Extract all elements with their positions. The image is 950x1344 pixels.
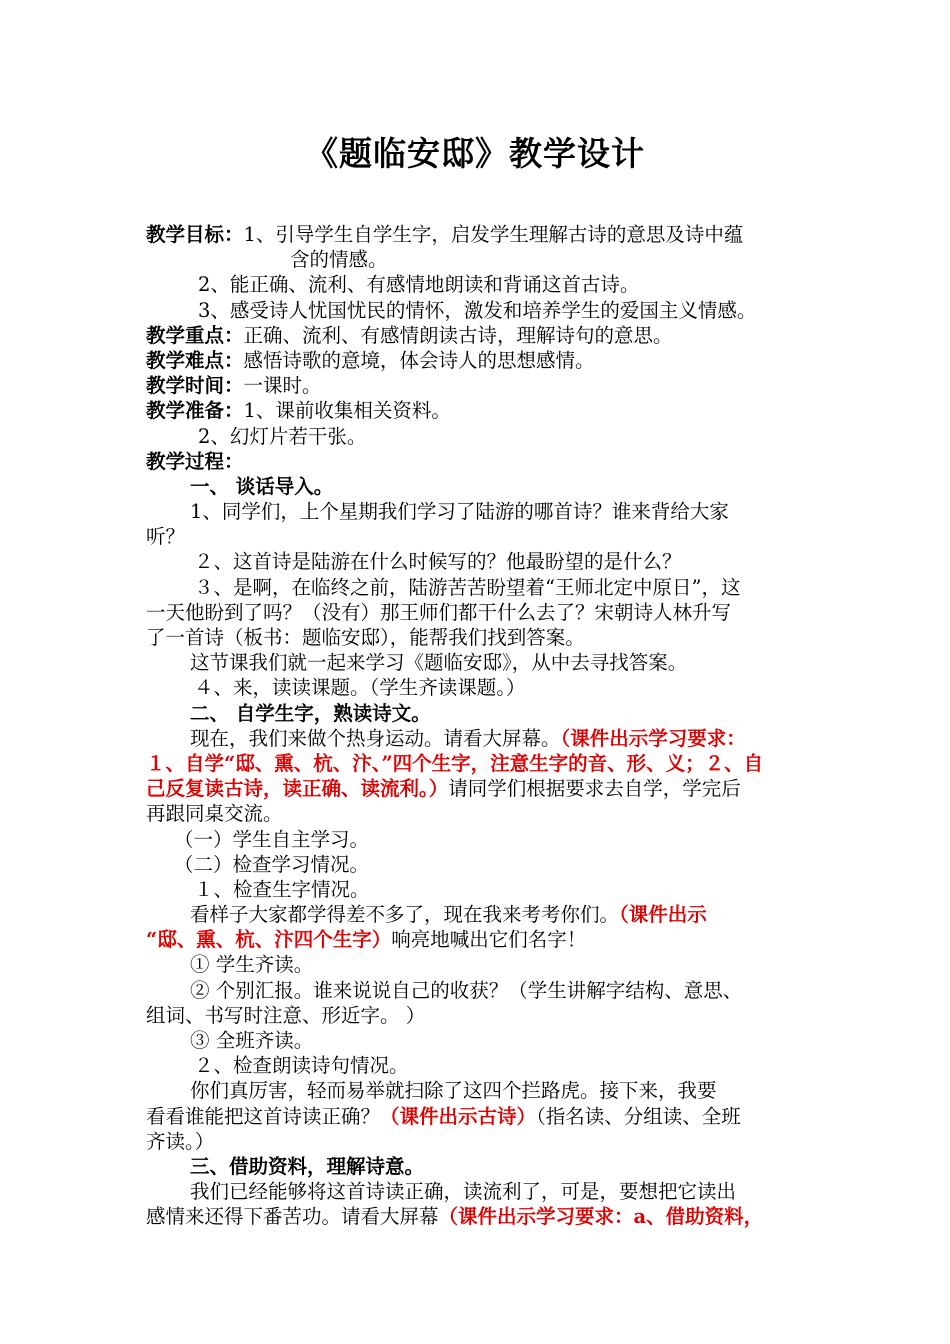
text-line [146, 247, 826, 272]
text-run: 看看谁能把这首诗读正确？ [146, 1104, 381, 1128]
text-run: ２、这首诗是陆游在什么时候写的？他最盼望的是什么？ [194, 550, 682, 574]
text-line [146, 373, 826, 398]
bold-label: 二、 自学生字，熟读诗文。 [190, 701, 431, 725]
text-line [146, 952, 826, 977]
text-line [146, 272, 826, 297]
text-run: 一课时。 [243, 374, 322, 398]
text-line [146, 902, 826, 927]
text-line [146, 675, 826, 700]
text-line [146, 801, 826, 826]
text-line [146, 1028, 826, 1053]
text-run: 了一首诗（板书：题临安邸），能帮我们找到答案。 [146, 626, 585, 649]
highlight-text: 己反复读古诗，读正确、读流利。） [146, 777, 449, 801]
text-run: 2、幻灯片若干张。 [198, 424, 367, 448]
text-line [146, 222, 826, 247]
text-run: ４、来，读读课题。（学生齐读课题。） [194, 676, 526, 700]
text-run: ② 个别汇报。谁来说说自己的收获？（学生讲解字结构、意思、 [190, 978, 743, 1002]
text-line [146, 701, 826, 726]
text-line [146, 1129, 826, 1154]
text-run: 组词、书写时注意、形近字。 ） [146, 1003, 426, 1027]
bold-label: 教学重点： [146, 323, 244, 347]
text-run: 请同学们根据要求去自学，学完后 [448, 777, 741, 801]
text-run: 现在，我们来做个热身运动。请看大屏幕。 [190, 726, 561, 750]
text-run: （二）检查学习情况。 [174, 852, 370, 876]
text-line [146, 398, 826, 423]
text-run: ２、检查朗读诗句情况。 [194, 1054, 409, 1078]
text-run: 1、课前收集相关资料。 [243, 399, 451, 423]
highlight-text: （课件出示 [619, 903, 707, 927]
text-line [146, 298, 826, 323]
highlight-text: １、自学“邸、熏、杭、汴、”四个生字，注意生字的音、形、义；２、自 [146, 751, 764, 775]
text-run: 响亮地喊出它们名字！ [391, 928, 587, 952]
text-line [146, 726, 826, 751]
text-line [146, 348, 826, 373]
text-run: 2、能正确、流利、有感情地朗读和背诵这首古诗。 [198, 273, 640, 297]
text-line [146, 600, 826, 625]
text-run: 1、引导学生自学生字，启发学生理解古诗的意思及诗中蕴 [243, 223, 744, 246]
text-line [146, 650, 826, 675]
text-run: 你们真厉害，轻而易举就扫除了这四个拦路虎。接下来，我要 [190, 1079, 717, 1103]
text-line [146, 927, 826, 952]
text-line [146, 827, 826, 852]
bold-label: 教学过程： [146, 449, 244, 473]
text-run: １、检查生字情况。 [194, 877, 370, 901]
text-run: 正确、流利、有感情朗读古诗，理解诗句的意思。 [243, 323, 673, 347]
text-line [146, 424, 826, 449]
bold-label: 教学难点： [146, 348, 244, 372]
text-line [146, 978, 826, 1003]
text-line [146, 852, 826, 877]
text-run: 这节课我们就一起来学习《题临安邸》，从中去寻找答案。 [190, 651, 688, 675]
text-line [146, 877, 826, 902]
bold-label: 教学准备： [146, 399, 244, 423]
text-run: 再跟同桌交流。 [146, 802, 283, 826]
text-run: 听？ [146, 525, 186, 549]
document-title: 《题临安邸》教学设计 [305, 134, 645, 173]
bold-label: 教学时间： [146, 374, 244, 398]
highlight-text: “邸、熏、杭、汴四个生字） [146, 928, 392, 952]
bold-label: 教学目标： [146, 223, 244, 246]
text-run: （指名读、分组读、全班 [536, 1104, 741, 1128]
text-line [146, 474, 826, 499]
text-line [146, 1003, 826, 1028]
text-run: 1、同学们，上个星期我们学习了陆游的哪首诗？谁来背给大家 [190, 500, 729, 524]
text-line [146, 575, 826, 600]
text-line [146, 751, 826, 776]
text-run: 感悟诗歌的意境，体会诗人的思想感情。 [243, 348, 595, 372]
highlight-text: （课件出示古诗） [380, 1104, 537, 1128]
highlight-text: （课件出示学习要求：a、借助资料， [438, 1205, 764, 1229]
text-line [146, 499, 826, 524]
text-run: 我们已经能够将这首诗读正确，读流利了，可是，要想把它读出 [190, 1180, 737, 1204]
text-run: ３、是啊，在临终之前，陆游苦苦盼望着“王师北定中原日”，这 [194, 575, 741, 599]
text-run: ③ 全班齐读。 [190, 1029, 314, 1052]
text-line [146, 1053, 826, 1078]
text-run: ① 学生齐读。 [190, 953, 314, 977]
text-run: （一）学生自主学习。 [174, 827, 370, 851]
text-run: 含的情感。 [290, 248, 388, 272]
text-line [146, 449, 826, 474]
text-line [146, 1154, 826, 1179]
text-line [146, 549, 826, 574]
document-body [146, 222, 826, 1230]
text-line [146, 1204, 826, 1229]
text-run: 一天他盼到了吗？（没有）那王师们都干什么去了？宋朝诗人林升写 [146, 600, 732, 624]
highlight-text: （课件出示学习要求： [560, 726, 746, 750]
text-line [146, 323, 826, 348]
text-run: 齐读。） [146, 1129, 215, 1153]
text-run: 3、感受诗人忧国忧民的情怀，激发和培养学生的爱国主义情感。 [198, 298, 757, 322]
text-line [146, 625, 826, 650]
bold-label: 一、 谈话导入。 [190, 474, 334, 498]
text-line [146, 1179, 826, 1204]
bold-label: 三、借助资料，理解诗意。 [190, 1154, 425, 1178]
text-line [146, 1078, 826, 1103]
text-line [146, 776, 826, 801]
text-line [146, 1104, 826, 1129]
text-run: 感情来还得下番苦功。请看大屏幕 [146, 1205, 439, 1229]
text-line [146, 524, 826, 549]
text-run: 看样子大家都学得差不多了，现在我来考考你们。 [190, 903, 620, 927]
